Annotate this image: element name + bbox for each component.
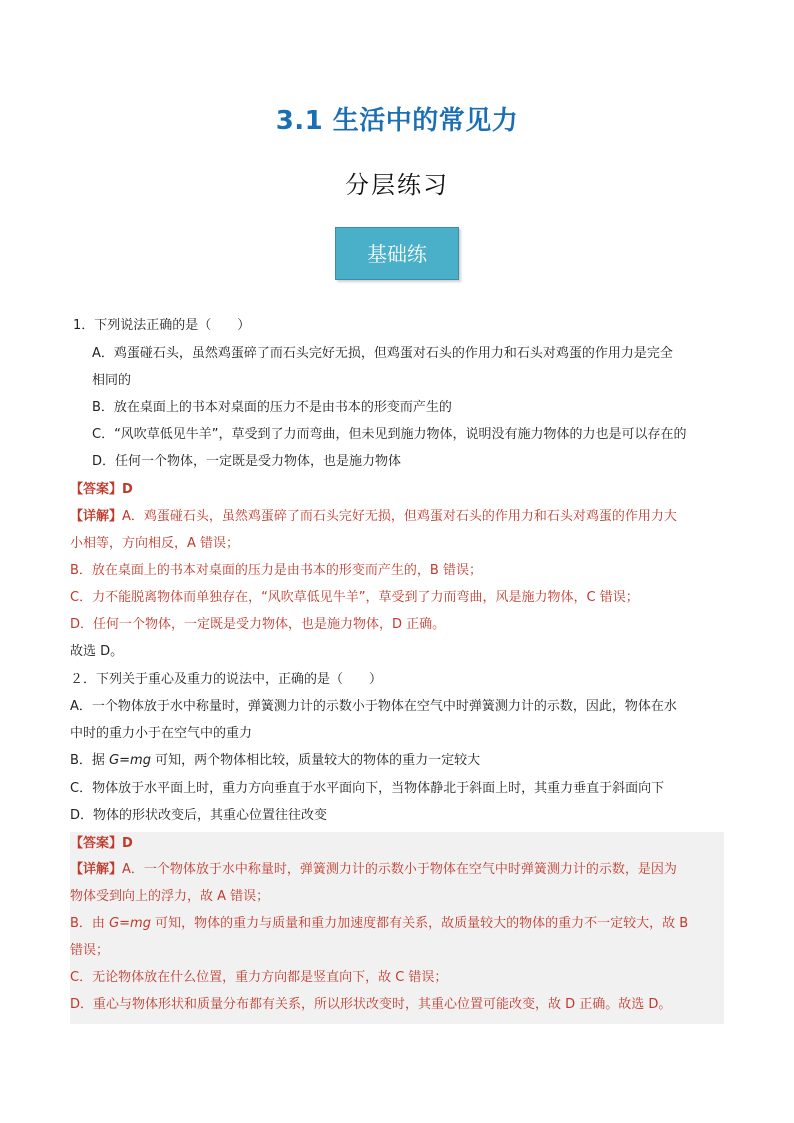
level-badge: 基础练 bbox=[335, 227, 459, 280]
q2-option-c: C．物体放于水平面上时，重力方向垂直于水平面向下，当物体静北于斜面上时，其重力垂直于斜面向下 bbox=[70, 781, 665, 796]
q1-detail-label: 【详解】 bbox=[70, 509, 123, 524]
q1-option-b: B．放在桌面上的书本对桌面的压力不是由书本的形变而产生的 bbox=[92, 400, 452, 415]
q2-detail-b bbox=[70, 915, 688, 933]
q2-detail-a-cont: 物体受到向上的浮力，故 A 错误； bbox=[70, 889, 270, 904]
q2-detail-b-cont: 错误； bbox=[70, 943, 110, 958]
page-subtitle: 分层练习 bbox=[345, 171, 449, 199]
q1-option-d: D．任何一个物体，一定既是受力物体，也是施力物体 bbox=[92, 454, 402, 469]
q1-detail-a bbox=[70, 508, 677, 526]
q2-formula: G=mg bbox=[109, 753, 151, 768]
q2-detail-formula: G=mg bbox=[109, 916, 151, 931]
q1-answer bbox=[70, 481, 133, 499]
page-title: 3.1 生活中的常见力 bbox=[275, 106, 519, 136]
q1-detail-c: C．力不能脱离物体而单独存在，“风吹草低见牛羊”，草受到了力而弯曲，风是施力物体，C 错误； bbox=[70, 590, 639, 605]
q2-answer-value: D bbox=[122, 836, 133, 851]
q2-detail-label: 【详解】 bbox=[70, 862, 123, 877]
q2-detail-a bbox=[70, 861, 677, 879]
q2-option-d: D．物体的形状改变后，其重心位置往往改变 bbox=[70, 808, 328, 823]
q2-stem: ２．下列关于重心及重力的说法中，正确的是（ ） bbox=[70, 672, 383, 687]
q1-conclusion: 故选 D。 bbox=[70, 644, 124, 659]
q1-detail-b: B．放在桌面上的书本对桌面的压力是由书本的形变而产生的，B 错误； bbox=[70, 563, 482, 578]
q1-detail-a-cont: 小相等，方向相反，A 错误； bbox=[70, 536, 240, 551]
q2-option-a-cont: 中时的重力小于在空气中的重力 bbox=[70, 726, 253, 741]
q2-detail-c: C．无论物体放在什么位置，重力方向都是竖直向下，故 C 错误； bbox=[70, 970, 448, 985]
q1-detail-a-text: A．鸡蛋碰石头，虽然鸡蛋碎了而石头完好无损，但鸡蛋对石头的作用力和石头对鸡蛋的作用力大 bbox=[122, 509, 677, 524]
q1-option-a: A．鸡蛋碰石头，虽然鸡蛋碎了而石头完好无损，但鸡蛋对石头的作用力和石头对鸡蛋的作用力是完全 bbox=[92, 346, 673, 361]
q1-answer-value: D bbox=[122, 482, 133, 497]
q1-option-c: C．“风吹草低见牛羊”，草受到了力而弯曲，但未见到施力物体，说明没有施力物体的力也是可以存在的 bbox=[92, 427, 687, 442]
q2-option-b bbox=[70, 752, 480, 770]
q2-detail-b-post: 可知，物体的重力与质量和重力加速度都有关系，故质量较大的物体的重力不一定较大，故 B bbox=[150, 916, 689, 931]
q1-option-a-cont: 相同的 bbox=[92, 373, 132, 388]
q2-answer-label: 【答案】 bbox=[70, 836, 123, 851]
q2-option-a: A．一个物体放于水中称量时，弹簧测力计的示数小于物体在空气中时弹簧测力计的示数，因此，物体在水 bbox=[70, 699, 677, 714]
q2-detail-d: D．重心与物体形状和质量分布都有关系，所以形状改变时，其重心位置可能改变，故 D 正确。故选 D。 bbox=[70, 997, 672, 1012]
q2-detail-a-text: A．一个物体放于水中称量时，弹簧测力计的示数小于物体在空气中时弹簧测力计的示数，是因为 bbox=[122, 862, 677, 877]
q1-answer-label: 【答案】 bbox=[70, 482, 123, 497]
q2-option-b-post: 可知，两个物体相比较，质量较大的物体的重力一定较大 bbox=[150, 753, 481, 768]
q2-option-b-pre: B．据 bbox=[70, 753, 110, 768]
q2-detail-b-pre: B．由 bbox=[70, 916, 110, 931]
q2-answer bbox=[70, 835, 133, 853]
q1-detail-d: D．任何一个物体，一定既是受力物体，也是施力物体，D 正确。 bbox=[70, 617, 446, 632]
q1-stem: 1．下列说法正确的是（ ） bbox=[73, 318, 251, 333]
